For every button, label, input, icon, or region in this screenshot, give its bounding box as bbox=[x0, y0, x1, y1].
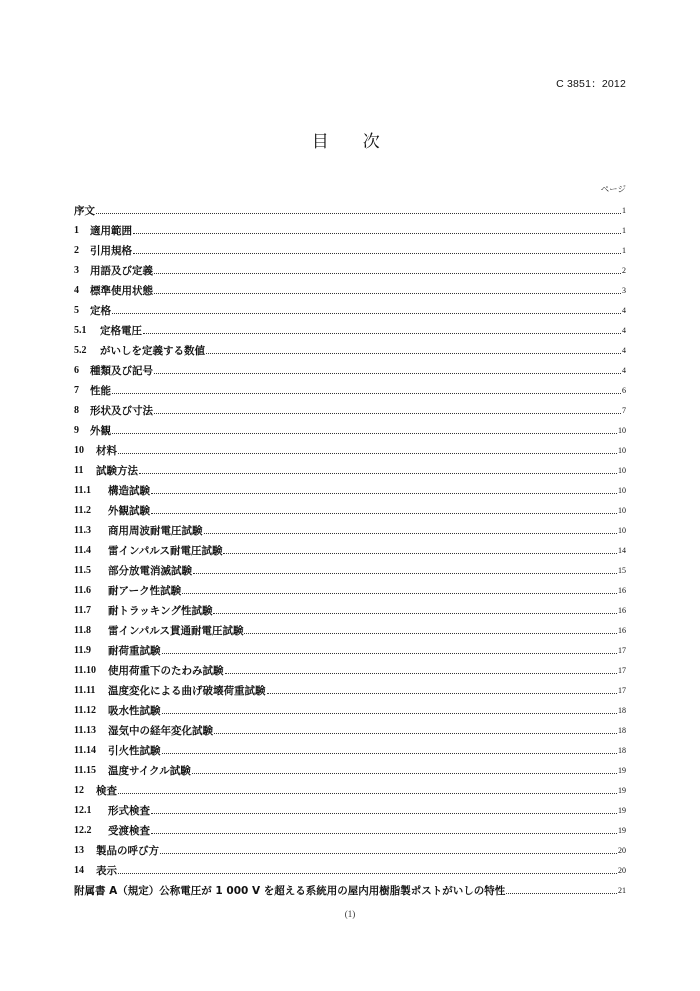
toc-entry[interactable] bbox=[74, 377, 626, 397]
toc-entry[interactable] bbox=[74, 437, 626, 457]
dot-leader bbox=[139, 473, 617, 474]
toc-number: 11.3 bbox=[74, 525, 91, 536]
toc-page-number: 1 bbox=[622, 226, 626, 235]
toc-label: 用語及び定義 bbox=[90, 265, 153, 277]
dot-leader bbox=[112, 393, 621, 394]
toc-entry[interactable] bbox=[74, 637, 626, 657]
toc-page-number: 17 bbox=[618, 686, 626, 695]
toc-entry[interactable] bbox=[74, 477, 626, 497]
toc-page-number: 21 bbox=[618, 886, 626, 895]
toc-label: 受渡検査 bbox=[108, 825, 150, 837]
page-column-label: ページ bbox=[600, 185, 626, 195]
toc-label: 材料 bbox=[96, 445, 117, 457]
toc-page-number: 10 bbox=[618, 486, 626, 495]
dot-leader bbox=[213, 613, 617, 614]
toc-page-number: 4 bbox=[622, 326, 626, 335]
toc-page-number: 3 bbox=[622, 286, 626, 295]
toc-entry[interactable] bbox=[74, 457, 626, 477]
toc-label: 耐荷重試験 bbox=[108, 645, 161, 657]
toc-number: 11 bbox=[74, 465, 84, 476]
toc-page-number: 2 bbox=[622, 266, 626, 275]
dot-leader bbox=[154, 273, 621, 274]
toc-number: 11.8 bbox=[74, 625, 91, 636]
toc-page-number: 10 bbox=[618, 426, 626, 435]
dot-leader bbox=[151, 833, 617, 834]
toc-entry[interactable] bbox=[74, 277, 626, 297]
toc-page-number: 17 bbox=[618, 646, 626, 655]
dot-leader bbox=[160, 853, 617, 854]
toc-number: 13 bbox=[74, 845, 84, 856]
dot-leader bbox=[112, 433, 617, 434]
toc-page-number: 10 bbox=[618, 506, 626, 515]
dot-leader bbox=[154, 413, 621, 414]
toc-number: 9 bbox=[74, 425, 79, 436]
toc-number: 8 bbox=[74, 405, 79, 416]
toc-label: 附属書 A（規定）公称電圧が 1 000 V を超える系統用の屋内用樹脂製ポストがいしの特性 bbox=[74, 885, 506, 897]
toc-entry[interactable] bbox=[74, 757, 626, 777]
dot-leader bbox=[133, 233, 621, 234]
toc-number: 10 bbox=[74, 445, 84, 456]
toc-page-number: 4 bbox=[622, 346, 626, 355]
toc-label: 構造試験 bbox=[108, 485, 150, 497]
toc-page-number: 18 bbox=[618, 726, 626, 735]
toc-label: 外観 bbox=[90, 425, 111, 437]
toc-number: 11.5 bbox=[74, 565, 91, 576]
toc-page-number: 10 bbox=[618, 446, 626, 455]
toc-entry[interactable] bbox=[74, 517, 626, 537]
toc-entry[interactable] bbox=[74, 557, 626, 577]
toc-page-number: 19 bbox=[618, 766, 626, 775]
toc-page-number: 19 bbox=[618, 806, 626, 815]
dot-leader bbox=[506, 893, 617, 894]
toc-entry[interactable] bbox=[74, 617, 626, 637]
toc-entry[interactable] bbox=[74, 337, 626, 357]
dot-leader bbox=[154, 373, 621, 374]
toc-label: 耐トラッキング性試験 bbox=[108, 605, 213, 617]
toc-entry[interactable] bbox=[74, 357, 626, 377]
toc-number: 11.12 bbox=[74, 705, 96, 716]
toc-number: 4 bbox=[74, 285, 79, 296]
toc-page-number: 4 bbox=[622, 366, 626, 375]
toc-label: 種類及び記号 bbox=[90, 365, 153, 377]
toc-number: 2 bbox=[74, 245, 79, 256]
toc-number: 7 bbox=[74, 385, 79, 396]
toc-page-number: 1 bbox=[622, 246, 626, 255]
page-title: 目 次 bbox=[311, 132, 389, 152]
toc-entry[interactable] bbox=[74, 197, 626, 217]
toc-entry[interactable] bbox=[74, 657, 626, 677]
dot-leader bbox=[223, 553, 617, 554]
dot-leader bbox=[133, 253, 621, 254]
toc-page-number: 16 bbox=[618, 586, 626, 595]
page-number-footer: (1) bbox=[344, 909, 356, 919]
toc-label: 製品の呼び方 bbox=[96, 845, 159, 857]
toc-entry[interactable] bbox=[74, 857, 626, 877]
dot-leader bbox=[192, 773, 617, 774]
toc-entry[interactable] bbox=[74, 837, 626, 857]
toc-page-number: 19 bbox=[618, 786, 626, 795]
toc-entry[interactable] bbox=[74, 417, 626, 437]
toc-number: 11.4 bbox=[74, 545, 91, 556]
dot-leader bbox=[154, 293, 621, 294]
toc-label: 耐アーク性試験 bbox=[108, 585, 182, 597]
toc-entry[interactable] bbox=[74, 297, 626, 317]
dot-leader bbox=[267, 693, 618, 694]
toc-entry[interactable] bbox=[74, 697, 626, 717]
toc-entry[interactable] bbox=[74, 877, 626, 897]
toc-number: 11.6 bbox=[74, 585, 91, 596]
toc-label: 外観試験 bbox=[108, 505, 150, 517]
toc-number: 5 bbox=[74, 305, 79, 316]
toc-number: 11.9 bbox=[74, 645, 91, 656]
toc-number: 11.1 bbox=[74, 485, 91, 496]
toc-label: 吸水性試験 bbox=[108, 705, 161, 717]
toc-entry[interactable] bbox=[74, 237, 626, 257]
dot-leader bbox=[182, 593, 617, 594]
toc-entry[interactable] bbox=[74, 597, 626, 617]
toc-page-number: 14 bbox=[618, 546, 626, 555]
dot-leader bbox=[225, 673, 618, 674]
table-of-contents bbox=[74, 197, 626, 897]
toc-label: 検査 bbox=[96, 785, 117, 797]
dot-leader bbox=[206, 353, 621, 354]
toc-label: 性能 bbox=[90, 385, 111, 397]
toc-entry[interactable] bbox=[74, 797, 626, 817]
toc-number: 6 bbox=[74, 365, 79, 376]
toc-page-number: 10 bbox=[618, 526, 626, 535]
toc-label: 雷インパルス貫通耐電圧試験 bbox=[108, 625, 244, 637]
toc-page-number: 15 bbox=[618, 566, 626, 575]
toc-number: 11.2 bbox=[74, 505, 91, 516]
toc-label: 試験方法 bbox=[96, 465, 138, 477]
toc-page-number: 18 bbox=[618, 746, 626, 755]
dot-leader bbox=[162, 653, 618, 654]
toc-label: 部分放電消滅試験 bbox=[108, 565, 192, 577]
toc-label: 定格 bbox=[90, 305, 111, 317]
toc-number: 3 bbox=[74, 265, 79, 276]
toc-number: 14 bbox=[74, 865, 84, 876]
toc-entry[interactable] bbox=[74, 737, 626, 757]
toc-entry[interactable] bbox=[74, 397, 626, 417]
toc-entry[interactable] bbox=[74, 537, 626, 557]
toc-page-number: 20 bbox=[618, 866, 626, 875]
toc-page-number: 18 bbox=[618, 706, 626, 715]
toc-page-number: 17 bbox=[618, 666, 626, 675]
dot-leader bbox=[162, 753, 618, 754]
toc-page-number: 20 bbox=[618, 846, 626, 855]
toc-label: 使用荷重下のたわみ試験 bbox=[108, 665, 224, 677]
dot-leader bbox=[118, 873, 617, 874]
toc-page-number: 7 bbox=[622, 406, 626, 415]
toc-number: 12 bbox=[74, 785, 84, 796]
toc-entry[interactable] bbox=[74, 717, 626, 737]
toc-number: 1 bbox=[74, 225, 79, 236]
toc-page-number: 19 bbox=[618, 826, 626, 835]
toc-label: 序文 bbox=[74, 205, 95, 217]
toc-number: 12.1 bbox=[74, 805, 92, 816]
toc-label: 引用規格 bbox=[90, 245, 132, 257]
toc-label: 適用範囲 bbox=[90, 225, 132, 237]
toc-entry[interactable] bbox=[74, 217, 626, 237]
toc-page-number: 6 bbox=[622, 386, 626, 395]
toc-number: 5.1 bbox=[74, 325, 87, 336]
toc-label: 商用周波耐電圧試験 bbox=[108, 525, 203, 537]
toc-number: 12.2 bbox=[74, 825, 92, 836]
toc-page-number: 16 bbox=[618, 626, 626, 635]
toc-number: 11.11 bbox=[74, 685, 96, 696]
dot-leader bbox=[214, 733, 617, 734]
toc-label: 表示 bbox=[96, 865, 117, 877]
toc-label: 雷インパルス耐電圧試験 bbox=[108, 545, 223, 557]
toc-number: 11.15 bbox=[74, 765, 96, 776]
toc-page-number: 10 bbox=[618, 466, 626, 475]
toc-entry[interactable] bbox=[74, 777, 626, 797]
document-id: C 3851：2012 bbox=[556, 78, 626, 90]
toc-label: 形式検査 bbox=[108, 805, 150, 817]
toc-entry[interactable] bbox=[74, 497, 626, 517]
toc-page-number: 4 bbox=[622, 306, 626, 315]
dot-leader bbox=[151, 513, 617, 514]
dot-leader bbox=[118, 793, 617, 794]
dot-leader bbox=[151, 813, 617, 814]
toc-number: 11.13 bbox=[74, 725, 96, 736]
toc-number: 11.10 bbox=[74, 665, 96, 676]
dot-leader bbox=[143, 333, 621, 334]
toc-page-number: 1 bbox=[622, 206, 626, 215]
dot-leader bbox=[118, 453, 617, 454]
dot-leader bbox=[96, 213, 621, 214]
toc-label: 引火性試験 bbox=[108, 745, 161, 757]
toc-page-number: 16 bbox=[618, 606, 626, 615]
toc-number: 11.7 bbox=[74, 605, 91, 616]
toc-entry[interactable] bbox=[74, 677, 626, 697]
toc-label: 形状及び寸法 bbox=[90, 405, 153, 417]
toc-label: 温度サイクル試験 bbox=[108, 765, 191, 777]
dot-leader bbox=[151, 493, 617, 494]
toc-entry[interactable] bbox=[74, 817, 626, 837]
toc-number: 5.2 bbox=[74, 345, 87, 356]
toc-label: がいしを定義する数値 bbox=[100, 345, 205, 357]
dot-leader bbox=[112, 313, 621, 314]
toc-entry[interactable] bbox=[74, 317, 626, 337]
dot-leader bbox=[162, 713, 618, 714]
dot-leader bbox=[244, 633, 617, 634]
toc-number: 11.14 bbox=[74, 745, 96, 756]
toc-label: 定格電圧 bbox=[100, 325, 142, 337]
dot-leader bbox=[204, 533, 618, 534]
toc-entry[interactable] bbox=[74, 577, 626, 597]
toc-label: 温度変化による曲げ破壊荷重試験 bbox=[108, 685, 266, 697]
toc-label: 標準使用状態 bbox=[90, 285, 153, 297]
dot-leader bbox=[193, 573, 617, 574]
toc-label: 湿気中の経年変化試験 bbox=[108, 725, 213, 737]
toc-entry[interactable] bbox=[74, 257, 626, 277]
